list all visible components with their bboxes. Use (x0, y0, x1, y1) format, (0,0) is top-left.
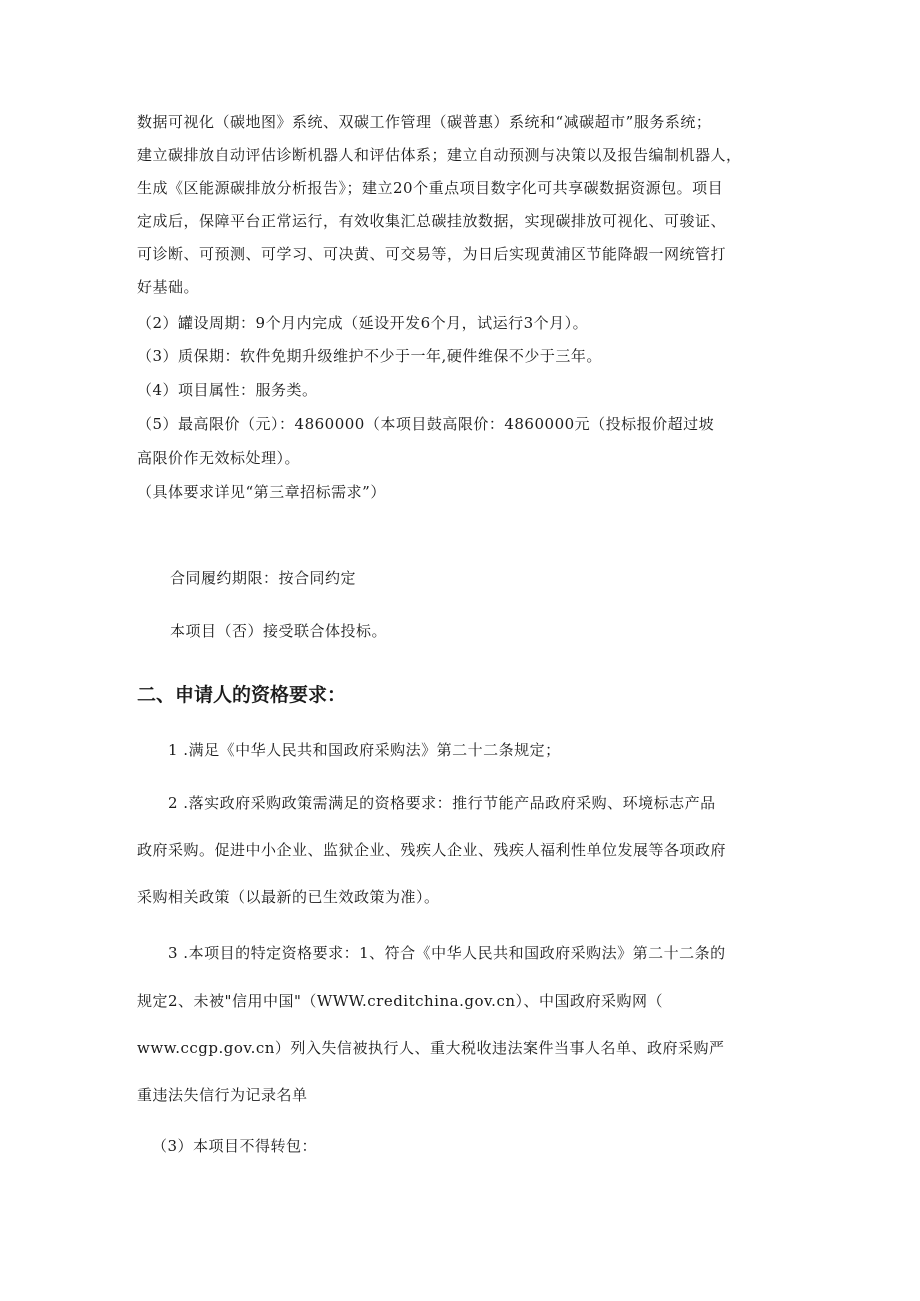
intro-line-6: 好基础。 (137, 278, 200, 296)
requirement-item-2-line-1: 2 .落实政府采购政策需满足的资格要求：推行节能产品政府采购、环境标志产品 (168, 794, 716, 812)
contract-term: 合同履约期限：按合同约定 (170, 569, 357, 587)
requirement-item-3-line-1: 3 .本项目的特定资格要求：1、符合《中华人民共和国政府采购法》第二十二条的 (168, 944, 726, 962)
intro-line-5: 可诊断、可预测、可学习、可决黄、可交易等，为日后实现黄浦区节能降嘏一网统管打 (137, 245, 727, 263)
section-heading: 二、申请人的资格要求： (137, 684, 347, 706)
requirement-sub-item-3: （3）本项目不得转包： (152, 1137, 318, 1155)
project-attribute: （4）项目属性：服务类。 (137, 381, 318, 399)
max-price-line-1: （5）最高限价（元）：4860000（本项目鼓高限价：4860000元（投标报价超过坡 (137, 415, 715, 433)
intro-line-1: 数据可视化（碳地图》系统、双碳工作管理（碳普惠）系统和“减碳超市”服务系统； (137, 113, 712, 131)
requirement-item-3-line-4: 重违法失信行为记录名单 (137, 1086, 308, 1104)
intro-line-3: 生成《区能源碳排放分析报告》；建立20个重点项目数字化可共享碳数据资源包。项目 (137, 179, 724, 197)
requirement-item-2-line-3: 采购相关政策（以最新的已生效政策为准）。 (137, 888, 440, 906)
intro-line-2: 建立碳排放自动评估诊断机器人和评估体系；建立自动预测与决策以及报告编制机器人， (137, 146, 742, 164)
requirement-item-3-line-2: 规定2、未被"信用中国"（WWW.creditchina.gov.cn）、中国政府采购网（ (137, 992, 664, 1010)
intro-line-4: 定成后，保障平台正常运行，有效收集汇总碳挂放数据，实现碳排放可视化、可骏证、 (137, 212, 727, 230)
detail-note: （具体要求详见“第三章招标需求”） (137, 483, 386, 501)
requirement-item-2-line-2: 政府采购。促进中小企业、监狱企业、残疾人企业、残疾人福利性单位发展等各项政府 (137, 841, 727, 859)
requirement-item-3-line-3: www.ccgp.gov.cn）列入失信被执行人、重大税收违法案件当事人名单、政府采购严 (137, 1039, 725, 1057)
max-price-line-2: 高限价作无效标处理）。 (137, 449, 301, 467)
consortium-note: 本项目（否）接受联合体投标。 (170, 622, 388, 640)
warranty-period: （3）质保期：软件免期升级维护不少于一年,硬件维保不少于三年。 (137, 347, 602, 365)
requirement-item-1: 1 .满足《中华人民共和国政府采购法》第二十二条规定； (168, 741, 561, 759)
construction-period: （2）罐设周期：9个月内完成（延设开发6个月，试运行3个月）。 (137, 314, 589, 332)
